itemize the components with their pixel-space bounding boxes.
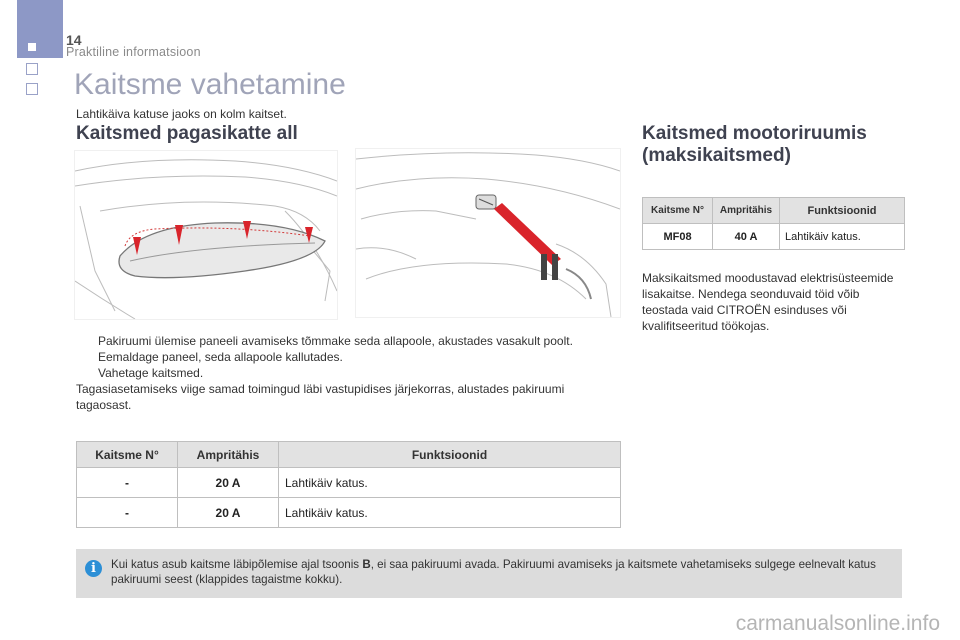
amperage-cell: 40 A — [713, 224, 780, 250]
maxi-fuse-table — [642, 197, 905, 250]
right-section-heading — [642, 123, 867, 167]
page-number: 14 — [66, 32, 82, 48]
table-header: Funktsioonid — [780, 198, 905, 224]
function-cell: Lahtikäiv katus. — [279, 498, 621, 528]
table-header: Ampritähis — [178, 442, 279, 468]
step-text: Eemaldage paneel, seda allapoole kallutades. — [98, 350, 343, 364]
table-row — [77, 468, 621, 498]
watermark: carmanualsonline.info — [735, 612, 940, 635]
closing-text: Tagasiasetamiseks viige samad toimingud läbi vastupidises järjekorras, alustades pakiruumi tagaosast. — [76, 382, 565, 412]
table-header: Kaitsme N° — [643, 198, 713, 224]
amperage-cell: 20 A — [178, 468, 279, 498]
function-cell: Lahtikäiv katus. — [279, 468, 621, 498]
engine-bay-drawing — [356, 149, 620, 317]
left-section-heading: Kaitsmed pagasikatte all — [76, 123, 298, 144]
trunk-fuse-table — [76, 441, 621, 528]
info-icon: i — [85, 560, 102, 577]
page-tab-box — [26, 83, 38, 95]
step-item — [76, 349, 596, 365]
function-cell: Lahtikäiv katus. — [780, 224, 905, 250]
instruction-steps — [76, 333, 596, 413]
maxi-fuse-description: Maksikaitsmed moodustavad elektrisüsteemide lisakaitse. Nendega seonduvaid töid võib teostada vaid CITROËN esinduses või kvalifitseeritud töökojas. — [642, 271, 894, 333]
info-note — [76, 549, 902, 598]
section-label: Praktiline informatsioon — [66, 45, 201, 59]
note-text — [111, 557, 891, 587]
engine-bay-fuse-illustration — [355, 148, 621, 318]
trunk-fuse-drawing — [75, 151, 337, 319]
table-header: Ampritähis — [713, 198, 780, 224]
right-heading-line2: (maksikaitsmed) — [642, 145, 791, 166]
table-row — [643, 224, 905, 250]
step-item — [76, 333, 596, 349]
page-tab-marker — [17, 0, 63, 58]
note-zone-label: B — [362, 558, 371, 571]
intro-text: Lahtikäiva katuse jaoks on kolm kaitset. — [76, 107, 287, 121]
right-heading-line1: Kaitsmed mootoriruumis — [642, 123, 867, 144]
table-row — [77, 498, 621, 528]
page-title: Kaitsme vahetamine — [74, 68, 346, 101]
fuse-number-cell: - — [77, 498, 178, 528]
page-tab-dot — [28, 43, 36, 51]
table-header: Kaitsme N° — [77, 442, 178, 468]
table-header: Funktsioonid — [279, 442, 621, 468]
step-text: Pakiruumi ülemise paneeli avamiseks tõmmake seda allapoole, akustades vasakult poolt. — [98, 334, 573, 348]
note-text-part: Kui katus asub kaitsme läbipõlemise ajal tsoonis — [111, 558, 363, 571]
page-tab-box — [26, 63, 38, 75]
fuse-number-cell: MF08 — [643, 224, 713, 250]
amperage-cell: 20 A — [178, 498, 279, 528]
step-item — [76, 365, 596, 381]
fuse-number-cell: - — [77, 468, 178, 498]
note-text-part: , ei saa pakiruumi avada. Pakiruumi avamiseks ja kaitsmete vahetamiseks sulgege eelnevalt katus pakiruumi seest (klappides tagaistme kokku). — [111, 558, 876, 586]
trunk-fuse-illustration — [74, 150, 338, 320]
step-text: Vahetage kaitsmed. — [98, 366, 204, 380]
